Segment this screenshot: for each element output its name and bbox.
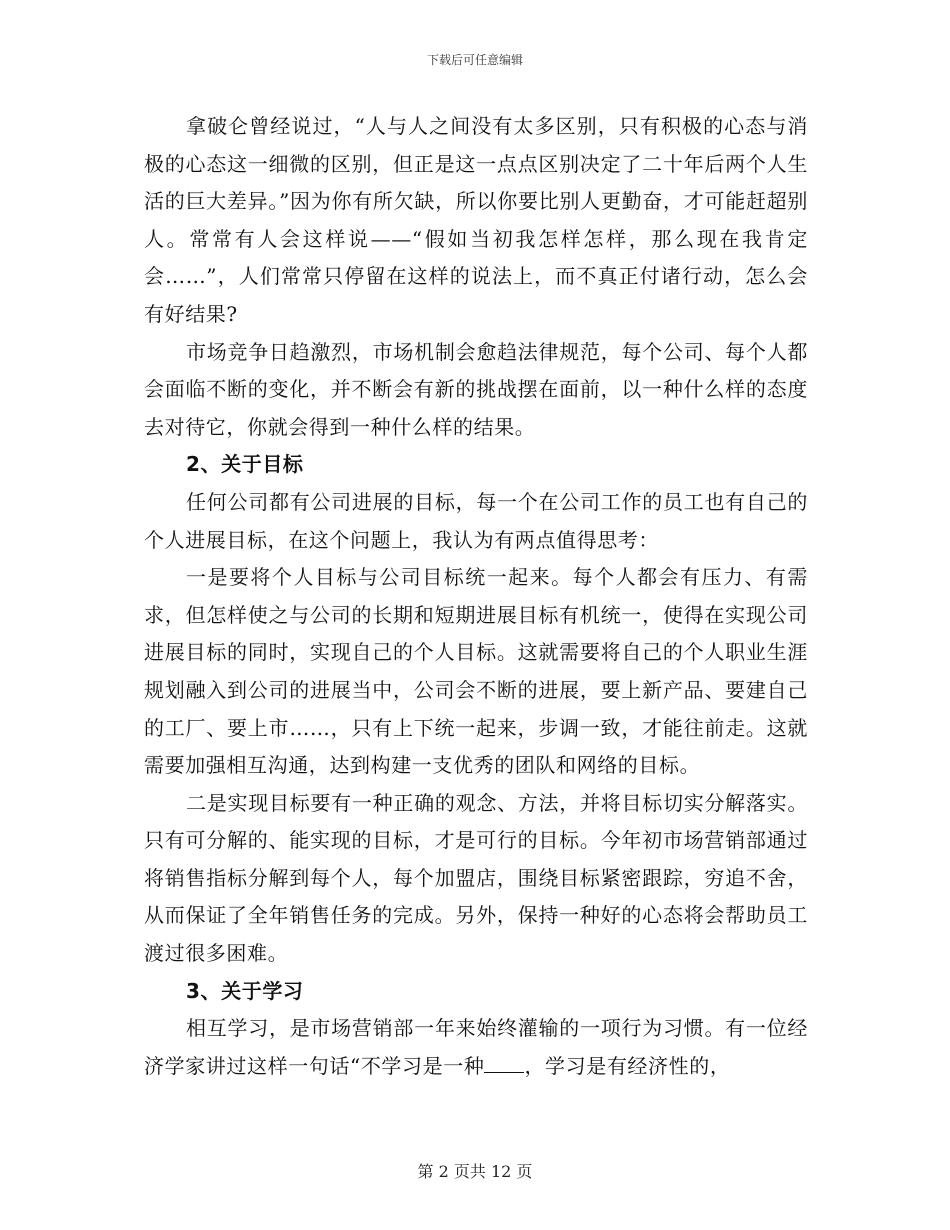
page-number-footer: 第 2 页共 12 页 xyxy=(417,1162,533,1181)
paragraph-learning-text-after: ，学习是有经济性的， xyxy=(524,1053,731,1078)
paragraph-goals-intro: 任何公司都有公司进展的目标，每一个在公司工作的员工也有自己的个人进展目标，在这个问题上，我认为有两点值得思考： xyxy=(144,489,808,552)
paragraph-market-competition: 市场竞争日趋激烈，市场机制会愈趋法律规范，每个公司、每个人都会面临不断的变化，并不断会有新的挑战摆在面前，以一种什么样的态度去对待它，你就会得到一种什么样的结果。 xyxy=(144,339,808,439)
paragraph-learning xyxy=(144,1010,808,1085)
section-heading-goals: 2、关于目标 xyxy=(186,452,304,477)
section-heading-learning: 3、关于学习 xyxy=(186,978,304,1003)
fill-in-blank xyxy=(484,1054,524,1073)
document-body xyxy=(144,108,808,1085)
paragraph-goals-point-two: 二是实现目标要有一种正确的观念、方法，并将目标切实分解落实。只有可分解的、能实现的目标，才是可行的目标。今年初市场营销部通过将销售指标分解到每个人，每个加盟店，围绕目标紧密跟踪，穷追不舍，从而保证了全年销售任务的完成。另外，保持一种好的心态将会帮助员工渡过很多困难。 xyxy=(144,790,808,966)
page-header: 下载后可任意编辑 xyxy=(426,53,523,67)
paragraph-learning-text-before: 相互学习，是市场营销部一年来始终灌输的一项行为习惯。有一位经济学家讲过这样一句话“不学习是一种 xyxy=(144,1016,808,1078)
paragraph-napoleon: 拿破仑曾经说过，“人与人之间没有太多区别，只有积极的心态与消极的心态这一细微的区别，但正是这一点点区别决定了二十年后两个人生活的巨大差异。”因为你有所欠缺，所以你要比别人更勤奋，才可能赶超别人。常常有人会这样说——“假如当初我怎样怎样，那么现在我肯定会……”，人们常常只停留在这样的说法上，而不真正付诸行动，怎么会有好结果? xyxy=(144,114,808,326)
paragraph-goals-point-one: 一是要将个人目标与公司目标统一起来。每个人都会有压力、有需求，但怎样使之与公司的长期和短期进展目标有机统一，使得在实现公司进展目标的同时，实现自己的个人目标。这就需要将自己的个人职业生涯规划融入到公司的进展当中，公司会不断的进展，要上新产品、要建自己的工厂、要上市……，只有上下统一起来，步调一致，才能往前走。这就需要加强相互沟通，达到构建一支优秀的团队和网络的目标。 xyxy=(144,565,808,778)
